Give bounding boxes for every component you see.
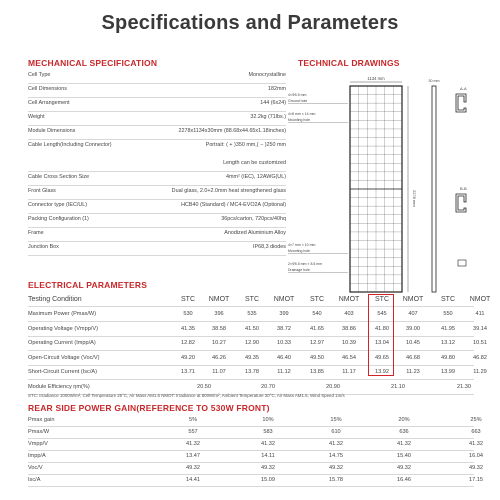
mech-value: 32.2kg (71lbs.): [250, 114, 286, 120]
condition-header: NMOT: [273, 296, 295, 303]
mech-row: [28, 158, 286, 172]
depth-dimension: 30 mm: [428, 79, 440, 83]
rear-value: 49.32: [261, 465, 275, 471]
rear-value: 557: [188, 429, 198, 435]
width-dimension: 1134 mm: [367, 76, 385, 81]
efficiency-value: 21.10: [391, 384, 405, 390]
condition-header: NMOT: [469, 296, 491, 303]
electrical-row: [28, 352, 487, 366]
parameter-value: 11.17: [342, 369, 356, 375]
rear-value: 663: [471, 429, 481, 435]
condition-header: STC: [310, 296, 324, 303]
parameter-value: 12.97: [310, 340, 324, 346]
row-divider: [28, 379, 474, 380]
rear-label: Pmax gain: [28, 417, 55, 423]
rear-value: 15%: [330, 417, 342, 423]
page-title: Specifications and Parameters: [101, 12, 399, 34]
rear-value: 14.11: [261, 453, 275, 459]
rear-heading: REAR SIDE POWER GAIN(REFERENCE TO 530W FRONT): [28, 403, 270, 413]
parameter-value: 46.54: [342, 354, 356, 361]
mech-value: 4mm² (IEC), 12AWG(UL): [226, 174, 286, 180]
mech-label: Cell Dimensions: [28, 86, 67, 92]
parameter-value: 49.80: [441, 354, 455, 361]
mech-value: Monocrystalline: [248, 72, 286, 78]
rear-value: 16.04: [469, 453, 483, 459]
parameter-value: 41.80: [375, 325, 389, 332]
rear-value: 49.32: [186, 465, 200, 471]
mech-row: [28, 98, 286, 112]
section-a-profile: [456, 94, 466, 112]
rear-label: Isc/A: [28, 477, 41, 483]
rear-value: 20%: [398, 417, 410, 423]
highlight-545w-column: [368, 294, 394, 376]
parameter-label: Short-Circuit Current (Isc/A): [28, 369, 98, 375]
parameter-value: 11.29: [473, 369, 487, 375]
hole-label: Ground hole: [288, 99, 308, 103]
rear-row: [28, 475, 483, 487]
condition-header: STC: [181, 296, 195, 303]
parameter-value: 13.71: [181, 369, 195, 375]
parameter-value: 10.51: [473, 340, 487, 346]
parameter-value: 46.40: [277, 354, 291, 361]
row-divider: [28, 255, 286, 256]
mech-row: [28, 242, 286, 256]
parameter-value: 10.33: [277, 340, 291, 346]
mech-label: Junction Box: [28, 244, 59, 250]
module-drawing-svg: [282, 60, 492, 320]
rear-value: 14.75: [329, 453, 343, 459]
mech-value: 182mm: [268, 86, 286, 92]
parameter-value: 13.99: [441, 369, 455, 375]
electrical-row: [28, 308, 485, 322]
side-profile: [432, 86, 436, 292]
parameter-value: 535: [247, 311, 257, 317]
section-a-label: A-A: [460, 86, 467, 91]
parameter-value: 13.92: [375, 369, 389, 375]
parameter-value: 41.35: [181, 325, 195, 332]
parameter-value: 396: [214, 311, 224, 317]
parameter-value: 46.82: [473, 354, 487, 361]
section-b-label: B-B: [460, 186, 467, 191]
electrical-row: [28, 337, 487, 351]
mech-label: Connector type (IEC/UL): [28, 202, 88, 208]
section-b-profile: [456, 194, 466, 212]
height-dimension: 2278 mm: [412, 190, 417, 207]
testing-condition-label: Testing Condition: [28, 296, 82, 303]
parameter-label: Operating Voltage (Vmpp/V): [28, 325, 98, 332]
mech-value: Length can be customized: [223, 160, 286, 166]
technical-drawing: [282, 60, 492, 320]
rear-row: [28, 439, 483, 451]
mech-label: Frame: [28, 230, 44, 236]
rear-label: Impp/A: [28, 453, 46, 459]
rear-label: Voc/V: [28, 465, 43, 471]
mech-value: Anodized Aluminium Alloy: [224, 230, 286, 236]
parameter-value: 11.23: [406, 369, 420, 375]
electrical-row: [28, 366, 487, 380]
rear-value: 610: [331, 429, 341, 435]
parameter-value: 49.35: [245, 354, 259, 361]
hole-label: Mounting hole: [288, 118, 310, 122]
efficiency-value: 20.70: [261, 384, 275, 390]
parameter-value: 540: [312, 311, 322, 317]
parameter-value: 38.86: [342, 325, 356, 332]
mech-label: Cable Length(Including Connector): [28, 142, 112, 148]
rear-value: 41.32: [397, 441, 411, 447]
parameter-value: 46.68: [406, 354, 420, 361]
parameter-value: 399: [279, 311, 289, 317]
parameter-value: 11.12: [277, 369, 291, 375]
condition-header: NMOT: [402, 296, 424, 303]
rear-value: 583: [263, 429, 273, 435]
parameter-value: 39.00: [406, 325, 420, 332]
section-c-profile: [458, 260, 466, 266]
rear-row: [28, 427, 481, 439]
drawings-heading: TECHNICAL DRAWINGS: [298, 58, 400, 68]
mech-row: [28, 84, 286, 98]
parameter-value: 530: [183, 311, 193, 317]
parameter-label: Maximum Power (Pmax/W): [28, 311, 97, 317]
parameter-value: 13.04: [375, 340, 389, 346]
parameter-value: 10.45: [406, 340, 420, 346]
rear-value: 14.41: [186, 477, 200, 483]
parameter-value: 41.65: [310, 325, 324, 332]
rear-value: 10%: [262, 417, 274, 423]
rear-value: 15.40: [397, 453, 411, 459]
parameter-value: 545: [377, 311, 387, 317]
parameter-value: 13.85: [310, 369, 324, 375]
rear-value: 49.32: [329, 465, 343, 471]
electrical-heading: ELECTRICAL PARAMETERS: [28, 280, 148, 290]
rear-value: 49.32: [469, 465, 483, 471]
mech-row: [28, 214, 286, 228]
mech-label: Module Dimensions: [28, 128, 76, 134]
parameter-value: 12.90: [245, 340, 259, 346]
parameter-value: 11.07: [212, 369, 226, 375]
rear-value: 25%: [470, 417, 482, 423]
mech-row: [28, 200, 286, 214]
parameter-value: 49.50: [310, 354, 324, 361]
parameter-value: 407: [408, 311, 418, 317]
rear-value: 636: [399, 429, 409, 435]
parameter-value: 12.82: [181, 340, 195, 346]
rear-value: 41.32: [186, 441, 200, 447]
parameter-value: 550: [443, 311, 453, 317]
hole-label: 2×Φ5.5 mm × 8.5 mm: [288, 262, 323, 266]
rear-row: [28, 415, 482, 427]
hole-label: 4×7 mm × 10 mm: [288, 243, 316, 247]
parameter-value: 10.39: [342, 340, 356, 346]
rear-value: 17.15: [469, 477, 483, 483]
mech-row: [28, 228, 286, 242]
mech-value: Dual glass, 2.0+2.0mm heat strengthened glass: [171, 188, 286, 194]
efficiency-value: 20.90: [326, 384, 340, 390]
rear-value: 49.32: [397, 465, 411, 471]
rear-value: 5%: [188, 417, 198, 423]
rear-value: 13.47: [186, 453, 200, 459]
mech-row: [28, 140, 286, 154]
mech-label: Weight: [28, 114, 45, 120]
rear-value: 16.46: [397, 477, 411, 483]
condition-header: NMOT: [208, 296, 230, 303]
mech-row: [28, 186, 286, 200]
parameter-value: 38.72: [277, 325, 291, 332]
hole-label: Drainage hole: [288, 268, 310, 272]
mech-value: IP68,3 diodes: [253, 244, 286, 250]
efficiency-value: 21.30: [457, 384, 471, 390]
condition-header: STC: [245, 296, 259, 303]
rear-value: 41.32: [329, 441, 343, 447]
mech-value: HCB40 (Standard) / MC4-EVO2A (Optional): [181, 202, 286, 208]
parameter-value: 46.26: [212, 354, 226, 361]
parameter-value: 411: [475, 311, 485, 317]
parameter-value: 38.58: [212, 325, 226, 332]
rear-value: 41.32: [469, 441, 483, 447]
rear-label: Vmpp/V: [28, 441, 48, 447]
parameter-label: Operating Current (Impp/A): [28, 340, 96, 346]
parameter-value: 39.14: [473, 325, 487, 332]
rear-value: 15.78: [329, 477, 343, 483]
mech-value: 2278x1134x30mm (88.68x44.65x1.18inches): [178, 128, 286, 134]
rear-row: [28, 463, 483, 475]
mech-row: [28, 112, 286, 126]
mech-value: Portrait: ( + )350 mm,( − )250 mm: [205, 142, 286, 148]
condition-header: STC: [441, 296, 455, 303]
rear-label: Pmax/W: [28, 429, 50, 435]
rear-value: 15.09: [261, 477, 275, 483]
row-divider: [28, 306, 474, 307]
parameter-value: 41.50: [245, 325, 259, 332]
parameter-label: Open-Circuit Voltage (Voc/V): [28, 354, 100, 361]
mech-row: [28, 126, 286, 140]
mechanical-heading: MECHANICAL SPECIFICATION: [28, 58, 158, 68]
hole-label: 4×Φ5.5 mm: [288, 93, 307, 97]
parameter-value: 10.27: [212, 340, 226, 346]
parameter-value: 49.20: [181, 354, 195, 361]
rear-row: [28, 451, 483, 463]
mech-row: [28, 172, 286, 186]
efficiency-label: Module Efficiency ηm(%): [28, 384, 90, 390]
electrical-row: [28, 323, 487, 337]
test-conditions-note: STC: Irradiance 1000W/m², Cell Temperature 25°C, Air Mass AM1.5 NMOT: Irradiance at 800W/m², Ambient Temperature 20°C, Air Mass AM1.5, Wind Speed 1m/s: [28, 393, 345, 398]
parameter-value: 13.12: [441, 340, 455, 346]
rear-value: 41.32: [261, 441, 275, 447]
condition-header: NMOT: [338, 296, 360, 303]
parameter-value: 13.78: [245, 369, 259, 375]
condition-header: STC: [375, 296, 389, 303]
parameter-value: 403: [344, 311, 354, 317]
mech-row: [28, 70, 286, 84]
mech-label: Cable Cross Section Size: [28, 174, 90, 180]
mech-value: 36pcs/carton, 720pcs/40hq: [221, 216, 286, 222]
hole-label: Mounting hole: [288, 249, 310, 253]
mech-label: Cell Arrangement: [28, 100, 70, 106]
parameter-value: 41.95: [441, 325, 455, 332]
parameter-value: 49.65: [375, 354, 389, 361]
efficiency-value: 20.50: [197, 384, 211, 390]
row-divider: [28, 486, 474, 487]
mech-label: Front Glass: [28, 188, 56, 194]
mech-label: Cell Type: [28, 72, 51, 78]
mech-value: 144 (6x24): [260, 100, 286, 106]
mech-label: Packing Configuration (1): [28, 216, 89, 222]
hole-label: 4×8 mm × 14 mm: [288, 112, 316, 116]
electrical-header-row: [28, 293, 491, 307]
